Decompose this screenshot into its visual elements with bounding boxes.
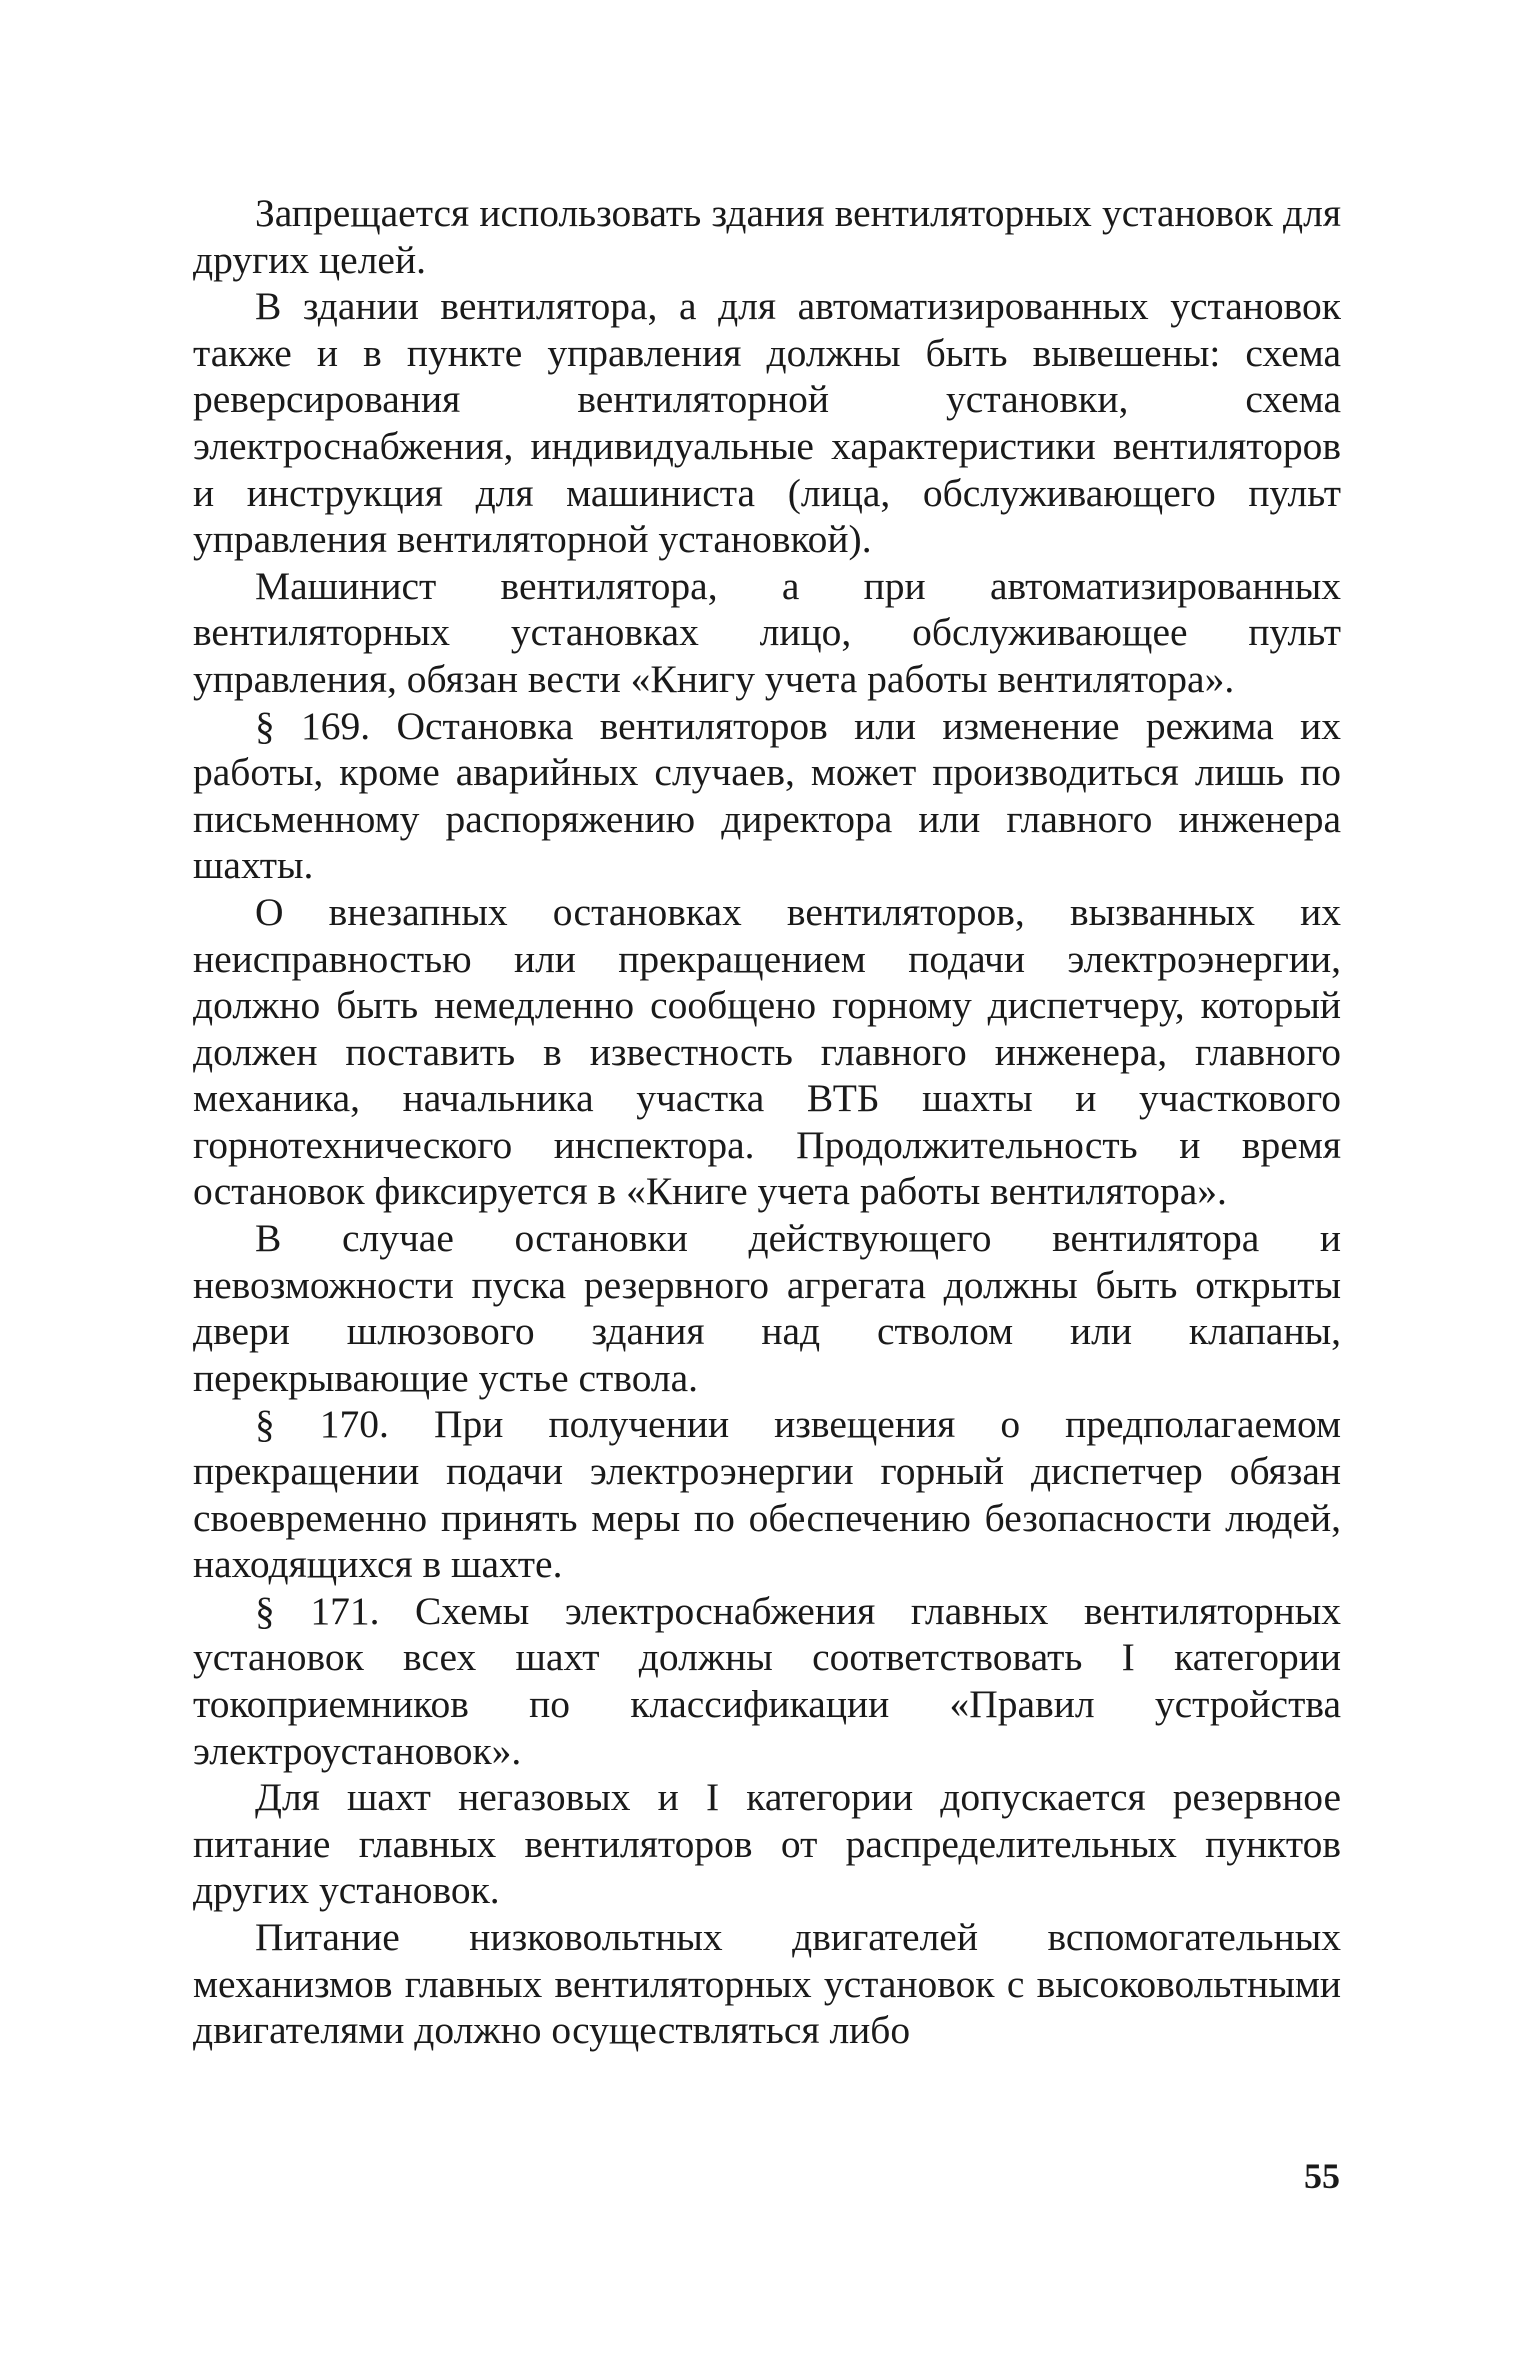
paragraph-10: Питание низковольтных двигателей вспомогательных механизмов главных вентиляторных установок с высоковольтными двигателями должно осуществляться либо: [193, 1914, 1341, 2053]
paragraph-5: О внезапных остановках вентиляторов, вызванных их неисправностью или прекращением подачи электроэнергии, должно быть немедленно сообщено горному диспетчеру, который должен поставить в известность главного инженера, главного механика, начальника участка ВТБ шахты и участкового горнотехнического инспектора. Продолжительность и время остановок фиксируется в «Книге учета работы вентилятора».: [193, 889, 1341, 1214]
paragraph-section-169: § 169. Остановка вентиляторов или изменение режима их работы, кроме аварийных случаев, может производиться лишь по письменному распоряжению директора или главного инженера шахты.: [193, 703, 1341, 888]
paragraph-3: Машинист вентилятора, а при автоматизированных вентиляторных установках лицо, обслуживающее пульт управления, обязан вести «Книгу учета работы вентилятора».: [193, 563, 1341, 701]
body-text: [193, 190, 1341, 2054]
paragraph-2: В здании вентилятора, а для автоматизированных установок также и в пункте управления должны быть вывешены: схема реверсирования вентиляторной установки, схема электроснабжения, индивидуальные характеристики вентиляторов и инструкция для машиниста (лица, обслуживающего пульт управления вентиляторной установкой).: [193, 284, 1341, 562]
paragraph-9: Для шахт негазовых и I категории допускается резервное питание главных вентиляторов от распределительных пунктов других установок.: [193, 1775, 1341, 1913]
page-number: 55: [1304, 2156, 1340, 2196]
paragraph-section-170: § 170. При получении извещения о предполагаемом прекращении подачи электроэнергии горный диспетчер обязан своевременно принять меры по обеспечению безопасности людей, находящихся в шахте.: [193, 1402, 1341, 1587]
paragraph-6: В случае остановки действующего вентилятора и невозможности пуска резервного агрегата должны быть открыты двери шлюзового здания над стволом или клапаны, перекрывающие устье ствола.: [193, 1216, 1341, 1400]
paragraph-1: Запрещается использовать здания вентиляторных установок для других целей.: [193, 191, 1341, 282]
paragraph-section-171: § 171. Схемы электроснабжения главных вентиляторных установок всех шахт должны соответствовать I категории токоприемников по классификации «Правил устройства электроустановок».: [193, 1588, 1341, 1773]
